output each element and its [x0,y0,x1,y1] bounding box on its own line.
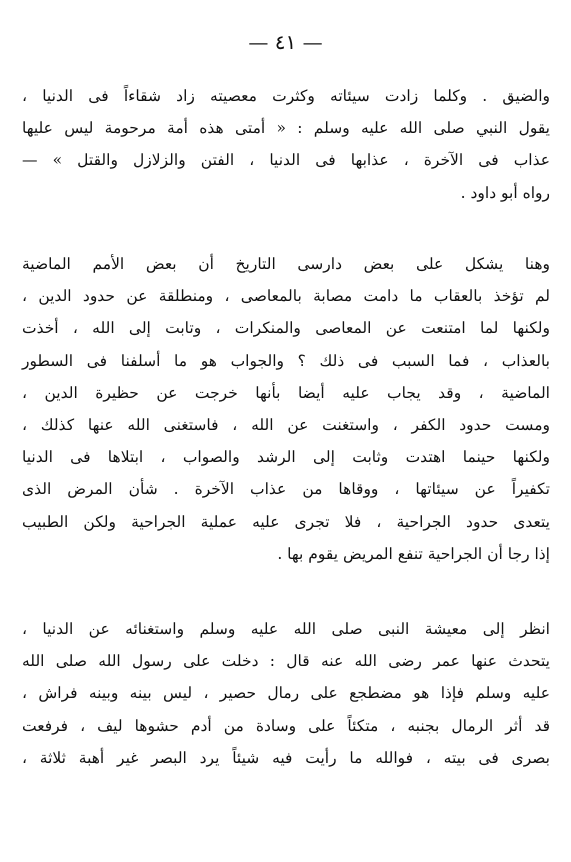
paragraph-2 [22,248,550,570]
text-line: بصرى فى بيته ، فوالله ما رأيت فيه شيئاً يرد البصر غير أهبة ثلاثة ، [22,748,550,767]
text-line: إذا رجا أن الجراحية تنفع المريض يقوم بها . [277,544,550,563]
text-line: عليه وسلم فإذا هو مضطجع على رمال حصير ، ليس بينه وبينه فراش ، [22,684,550,703]
text-line: يتحدث عنها عمر رضى الله عنه قال : دخلت على رسول الله صلى الله [22,652,550,671]
text-line: يقول النبي صلى الله عليه وسلم : « أمتى هذه أمة مرحومة ليس عليها [22,119,550,138]
text-line: والضيق . وكلما زادت سيئاته وكثرت معصيته زاد شقاءاً فى الدنيا ، [22,87,550,105]
page-number: — ٤١ — [248,30,323,54]
text-line: انظر إلى معيشة النبى صلى الله عليه وسلم واستغنائه عن الدنيا ، [22,620,550,638]
text-line: وهنا يشكل على بعض دارسى التاريخ أن بعض الأمم الماضية [22,255,550,273]
text-line: رواه أبو داود . [460,183,550,202]
text-line: ولكنها لما امتنعت عن المعاصى والمنكرات ، وتابت إلى الله ، أخذت [22,319,550,338]
text-line: قد أثر الرمال بجنبه ، متكئاً على وسادة من أدم حشوها ليف ، فرفعت [22,716,550,735]
text-line: لم تؤخذ بالعقاب ما دامت مصابة بالمعاصى ، ومنطلقة عن حدود الدين ، [22,287,550,306]
paragraph-3 [22,613,550,774]
text-line: تكفيراً عن سيئاتها ، ووقاها من عذاب الآخرة . شأن المرض الذى [22,480,550,499]
text-line: ومست حدود الكفر ، واستغنت عن الله ، فاستغنى الله عنها كذلك ، [22,415,550,434]
text-line: يتعدى حدود الجراحية ، فلا تجرى عليه عملية الجراحية ولكن الطبيب [22,512,550,531]
paragraph-1 [22,80,550,209]
text-line: عذاب فى الآخرة ، عذابها فى الدنيا ، الفتن والزلازل والقتل » — [22,151,550,170]
text-line: بالعذاب ، فما السبب فى ذلك ؟ والجواب هو ما أسلفنا فى السطور [22,351,550,370]
text-line: الماضية ، وقد يجاب عليه أيضا بأنها خرجت عن حظيرة الدين ، [22,383,550,402]
text-line: ولكنها حينما اهتدت وثابت إلى الرشد والصواب ، ابتلاها فى الدنيا [22,448,550,467]
